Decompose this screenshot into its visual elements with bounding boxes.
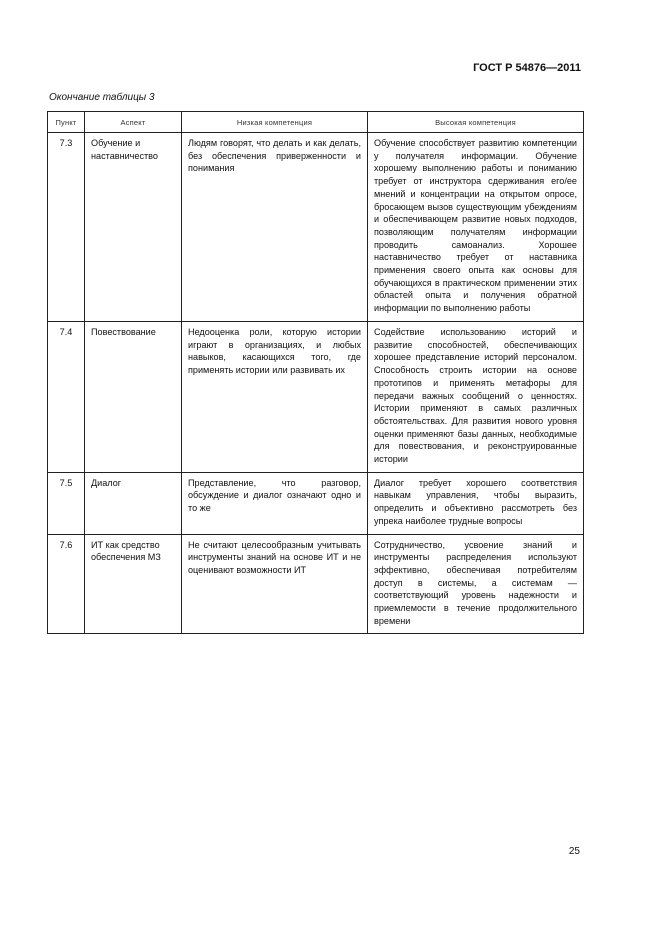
column-header-high: Высокая компетенция xyxy=(368,112,584,133)
row-high-competence: Содействие использованию историй и развитие способностей, обеспечивающих хорошее представление историй персоналом. Способность строить истории на основе прототипов и применять метафоры для передачи важных сообщений о ценностях. Истории применяют в самых различных обстоятельствах. Для развития нового уровня оценки применяют базы данных, необходимые для повествования, и реконструированные истории xyxy=(368,322,584,473)
row-low-competence: Не считают целесообразным учитывать инструменты знаний на основе ИТ и не оценивают возможности ИТ xyxy=(182,534,368,634)
competence-table xyxy=(47,111,584,634)
table-row xyxy=(48,322,584,473)
table-header-row xyxy=(48,112,584,133)
row-number: 7.3 xyxy=(48,133,85,322)
table-row xyxy=(48,534,584,634)
row-aspect: ИТ как средство обеспечения МЗ xyxy=(85,534,182,634)
column-header-aspect: Аспект xyxy=(85,112,182,133)
row-high-competence: Обучение способствует развитию компетенции у получателя информации. Обучение хорошему выполнению работы и пониманию требует от инструктора сдерживания его/ее мнений и концентрации на открытом опросе, бросающем вызов существующим убеждениям и обеспечивающем развитие новых подходов, позволяющим получателям информации проводить самоанализ. Хорошее наставничество требует от наставника применения своего опыта как основы для обучающихся в практическом применении этих областей опыта и получения обратной информации по выполнению работы xyxy=(368,133,584,322)
row-low-competence: Представление, что разговор, обсуждение и диалог означают одно и то же xyxy=(182,472,368,534)
row-aspect: Обучение и наставничество xyxy=(85,133,182,322)
column-header-num: Пункт xyxy=(48,112,85,133)
document-code: ГОСТ Р 54876—2011 xyxy=(473,62,581,74)
column-header-low: Низкая компетенция xyxy=(182,112,368,133)
row-high-competence: Диалог требует хорошего соответствия навыкам управления, чтобы выразить, определить и объективно рассмотреть без упрека наиболее трудные вопросы xyxy=(368,472,584,534)
row-high-competence: Сотрудничество, усвоение знаний и инструменты распределения используют эффективно, обеспечивая потребителям доступ в системы, а системам — соответствующий уровень надежности и приемлемости в течение продолжительного времени xyxy=(368,534,584,634)
row-number: 7.5 xyxy=(48,472,85,534)
row-number: 7.6 xyxy=(48,534,85,634)
page-number: 25 xyxy=(568,846,580,857)
table-caption: Окончание таблицы 3 xyxy=(49,92,155,103)
row-low-competence: Недооценка роли, которую истории играют в организациях, и любых навыков, касающихся того, где применять истории или развивать их xyxy=(182,322,368,473)
table-row xyxy=(48,472,584,534)
row-number: 7.4 xyxy=(48,322,85,473)
row-low-competence: Людям говорят, что делать и как делать, без обеспечения приверженности и понимания xyxy=(182,133,368,322)
row-aspect: Диалог xyxy=(85,472,182,534)
table-row xyxy=(48,133,584,322)
row-aspect: Повествование xyxy=(85,322,182,473)
